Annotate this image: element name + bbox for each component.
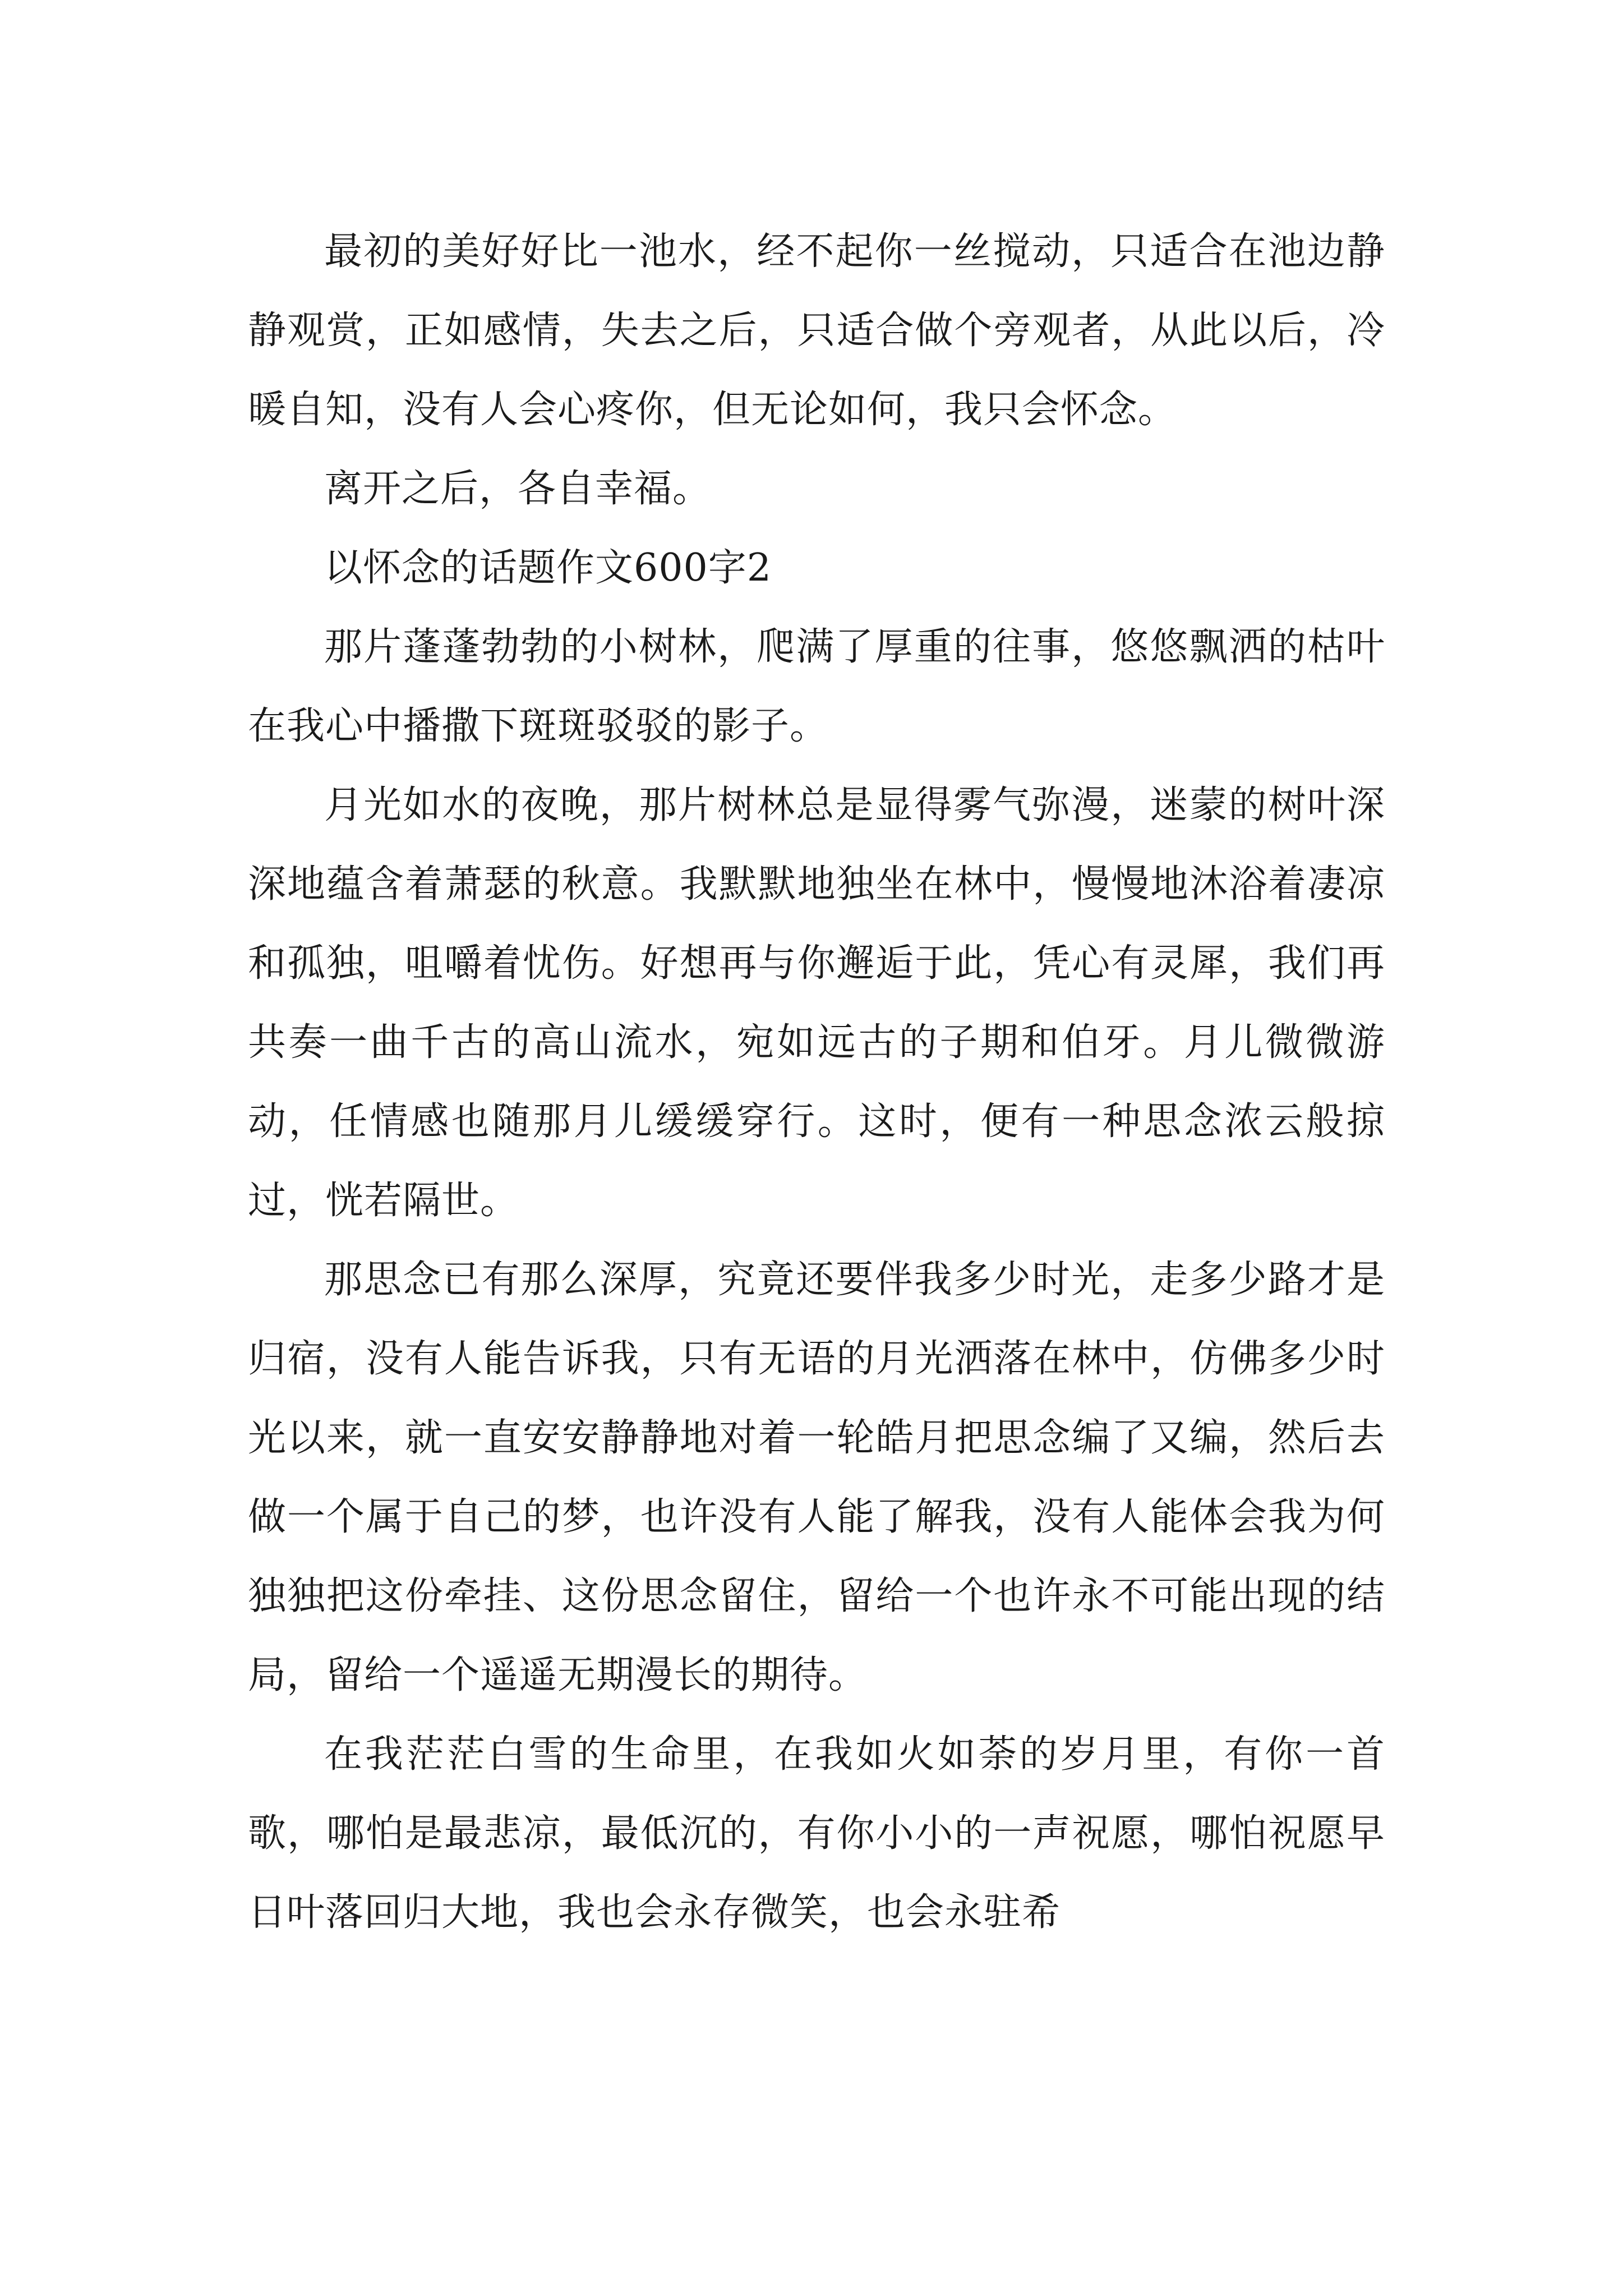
paragraph-3: 那片蓬蓬勃勃的小树林，爬满了厚重的往事，悠悠飘洒的枯叶在我心中播撒下斑斑驳驳的影子。 xyxy=(248,625,1385,748)
document-body xyxy=(248,212,1385,1952)
paragraph-1: 最初的美好好比一池水，经不起你一丝搅动，只适合在池边静静观赏，正如感情，失去之后，只适合做个旁观者，从此以后，冷暖自知，没有人会心疼你，但无论如何，我只会怀念。 xyxy=(248,229,1385,432)
paragraph-2: 离开之后，各自幸福。 xyxy=(324,467,712,511)
paragraph-4: 月光如水的夜晚，那片树林总是显得雾气弥漫，迷蒙的树叶深深地蕴含着萧瑟的秋意。我默默地独坐在林中，慢慢地沐浴着凄凉和孤独，咀嚼着忧伤。好想再与你邂逅于此，凭心有灵犀，我们再共奏一曲千古的高山流水，宛如远古的子期和伯牙。月儿微微游动，任情感也随那月儿缓缓穿行。这时，便有一种思念浓云般掠过，恍若隔世。 xyxy=(248,783,1385,1223)
section-title: 以怀念的话题作文600字2 xyxy=(324,546,772,590)
paragraph-6: 在我茫茫白雪的生命里，在我如火如荼的岁月里，有你一首歌，哪怕是最悲凉，最低沉的，有你小小的一声祝愿，哪怕祝愿早日叶落回归大地，我也会永存微笑，也会永驻希 xyxy=(248,1732,1385,1935)
paragraph-5: 那思念已有那么深厚，究竟还要伴我多少时光，走多少路才是归宿，没有人能告诉我，只有无语的月光洒落在林中，仿佛多少时光以来，就一直安安静静地对着一轮皓月把思念编了又编，然后去做一个属于自己的梦，也许没有人能了解我，没有人能体会我为何独独把这份牵挂、这份思念留住，留给一个也许永不可能出现的结局，留给一个遥遥无期漫长的期待。 xyxy=(248,1258,1385,1697)
